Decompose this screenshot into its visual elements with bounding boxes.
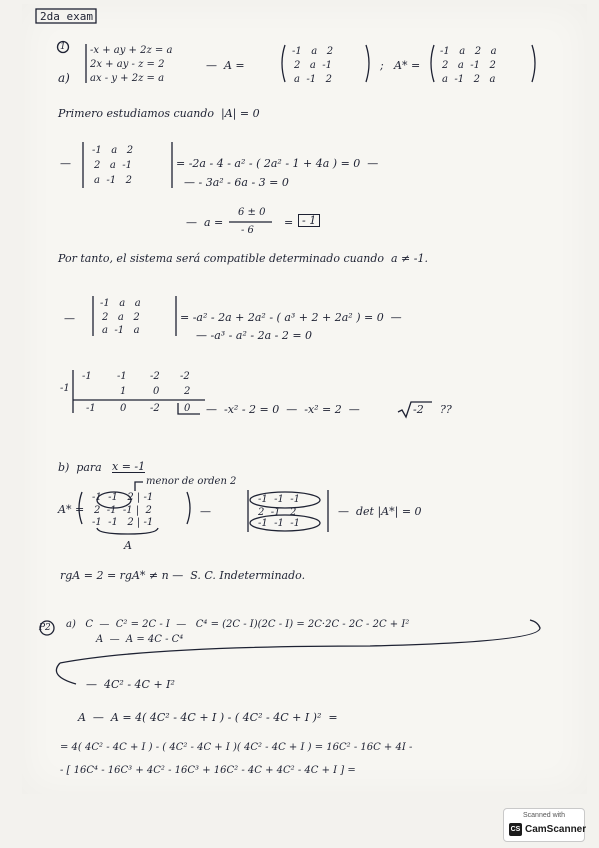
ruffini-cell: 0	[120, 403, 127, 414]
solution-prefix: — a =	[186, 216, 224, 229]
matrix-row: a -1 2 a	[442, 74, 496, 85]
Astar-b-right-paren	[187, 492, 190, 524]
problem1-number: 1	[60, 42, 66, 52]
p2-line-1: a) C — C² = 2C - I — C⁴ = (2C - I)(2C - I) = 2C·2C - 2C - 2C + I²	[66, 619, 410, 630]
det-row: 2 a 2	[102, 312, 140, 323]
minor-note: menor de orden 2	[146, 476, 237, 487]
det-row: 2 a -1	[94, 160, 132, 171]
minor-arrow	[135, 482, 143, 491]
matrix-row: 2 -1 -1 | 2	[94, 505, 152, 516]
det-row: a -1 2	[94, 175, 132, 186]
det-row: -1 -1 -1	[258, 518, 300, 529]
ruffini-cell: -1	[82, 371, 92, 382]
p2-line-2: A — A = 4C - C⁴	[96, 634, 184, 645]
matrix-row: -1 -1 2 | -1	[92, 492, 154, 503]
question-marks: ??	[440, 403, 452, 416]
intro-text: Primero estudiamos cuando |A| = 0	[58, 107, 260, 120]
ruffini-cell: 0	[153, 386, 160, 397]
solution-equals: =	[284, 216, 294, 229]
part-a-label: a)	[58, 71, 70, 85]
camscanner-brand: CamScanner	[525, 824, 587, 835]
matrix-row: -1 -1 2 | -1	[92, 517, 154, 528]
A-brace	[97, 528, 158, 534]
det-Astar-result: — det |A*| = 0	[338, 505, 422, 518]
p2-line-3: — 4C² - 4C + I²	[86, 678, 175, 691]
loop-arrow-bottom	[56, 663, 76, 684]
p2-line-6: - [ 16C⁴ - 16C³ + 4C² - 16C³ + 16C² - 4C + 4C² - 4C + I ] =	[60, 765, 356, 776]
arrow: —	[200, 505, 211, 518]
ruffini-cell: 1	[120, 386, 127, 397]
ruffini-result: — -x² - 2 = 0 — -x² = 2 —	[206, 403, 360, 416]
solution-numerator: 6 ± 0	[238, 207, 266, 218]
part-b-label: b) para	[58, 461, 102, 474]
ruffini-cell: -2	[150, 403, 160, 414]
conclusion-text: Por tanto, el sistema será compatible determinado cuando a ≠ -1.	[58, 252, 428, 265]
matrix-Astar-b-label: A* =	[58, 503, 85, 516]
ruffini-cell: -1	[117, 371, 127, 382]
ruffini-cell: 2	[184, 386, 191, 397]
det2-equation-2: — -a³ - a² - 2a - 2 = 0	[196, 329, 313, 342]
ruffini-cell: -2	[180, 371, 190, 382]
matrix-row: 2 a -1	[294, 60, 332, 71]
det-equation-2: — - 3a² - 6a - 3 = 0	[184, 176, 289, 189]
ruffini-cell: -2	[150, 371, 160, 382]
rank-conclusion: rgA = 2 = rgA* ≠ n — S. C. Indeterminado.	[60, 569, 306, 582]
Astar-left-paren	[431, 45, 434, 82]
Astar-right-paren	[532, 45, 535, 82]
sqrt-radicand: -2	[413, 403, 424, 416]
camscanner-badge	[503, 808, 585, 842]
det-equation-1: = -2a - 4 - a² - ( 2a² - 1 + 4a ) = 0 —	[176, 157, 379, 170]
p2-line-5: = 4( 4C² - 4C + I ) - ( 4C² - 4C + I )( 4C² - 4C + I ) = 16C² - 16C + 4I -	[60, 742, 413, 753]
A-left-paren	[282, 45, 285, 82]
det2-equation-1: = -a² - 2a + 2a² - ( a³ + 2 + 2a² ) = 0 —	[180, 311, 402, 324]
solution-denominator: - 6	[241, 225, 254, 236]
separator: ;	[380, 59, 384, 72]
det-row: -1 -1 -1	[258, 494, 300, 505]
det-row: -1 a 2	[92, 145, 134, 156]
matrix-row: -1 a 2	[292, 46, 334, 57]
det-row: 2 -1 2	[258, 507, 297, 518]
matrix-row: -1 a 2 a	[440, 46, 497, 57]
det-row: a -1 a	[102, 325, 140, 336]
exam-title: 2da exam	[40, 10, 93, 23]
A-right-paren	[366, 45, 369, 82]
matrix-row: 2 a -1 2	[442, 60, 496, 71]
part-b-condition: x = -1	[112, 460, 146, 473]
system-row: ax - y + 2z = a	[90, 73, 165, 84]
problem2-number: P2	[39, 623, 51, 633]
solution-result: - 1	[298, 214, 320, 227]
camscanner-logo-icon: CS	[509, 823, 522, 836]
arrow: —	[64, 312, 75, 325]
system-row: -x + ay + 2z = a	[90, 45, 173, 56]
system-row: 2x + ay - z = 2	[90, 59, 165, 70]
p2-line-4: A — A = 4( 4C² - 4C + I ) - ( 4C² - 4C + I )² =	[78, 711, 338, 724]
arrow: —	[60, 157, 71, 170]
ruffini-cell: -1	[86, 403, 96, 414]
ruffini-divisor: -1	[60, 383, 70, 394]
matrix-Astar-label: A* =	[394, 59, 421, 72]
A-label: A	[124, 539, 132, 552]
matrix-A-label: — A =	[206, 59, 245, 72]
scanned-with-label: Scanned with	[522, 812, 566, 819]
matrix-row: a -1 2	[294, 74, 332, 85]
det-row: -1 a a	[100, 298, 141, 309]
ruffini-cell: 0	[184, 403, 191, 414]
